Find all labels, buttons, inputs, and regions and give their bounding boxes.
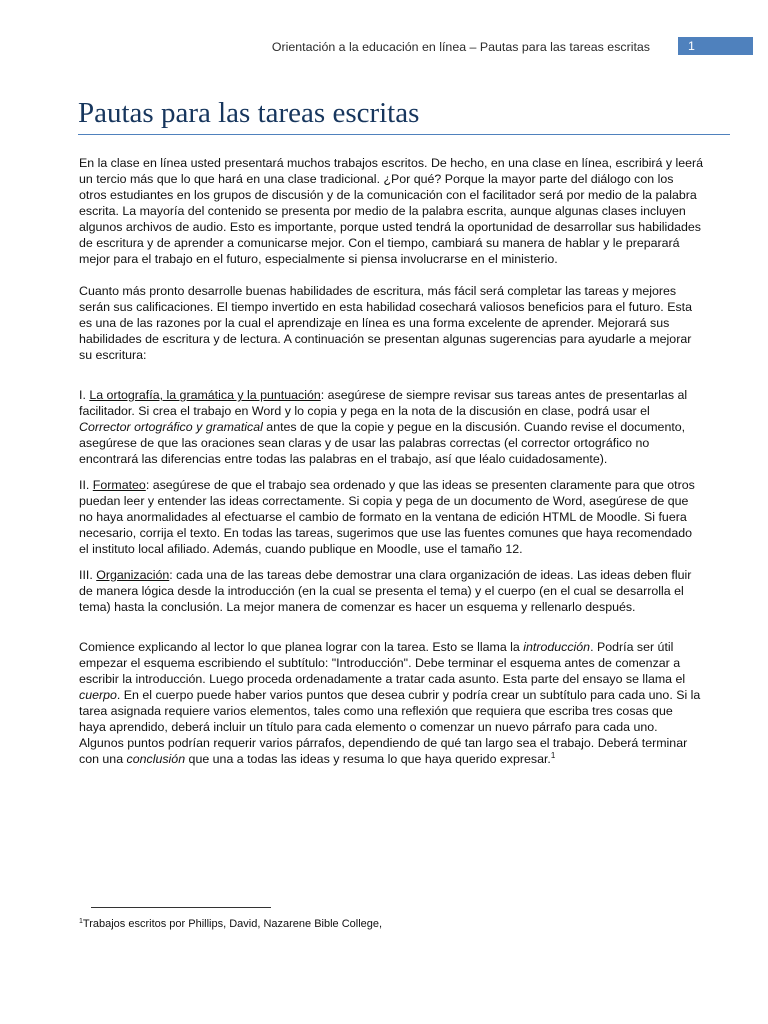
page-number-badge: 1: [678, 37, 753, 55]
formatting-heading-link[interactable]: Formateo: [92, 478, 146, 492]
spelling-heading-link[interactable]: La ortografía, la gramática y la puntuación: [89, 388, 321, 402]
footnote-separator: [91, 907, 271, 908]
structure-paragraph: [79, 639, 703, 767]
organization-heading-link[interactable]: Organización: [96, 568, 170, 582]
footnote-marker: 1: [79, 918, 83, 925]
structure-text-part-4: que una a todas las ideas y resuma lo que haya querido expresar.: [185, 752, 551, 766]
structure-text-part-1: Comience explicando al lector lo que planea lograr con la tarea. Esto se llama la: [79, 640, 524, 654]
spelling-paragraph: [79, 387, 703, 467]
formatting-text: : asegúrese de que el trabajo sea ordenado y que las ideas se presenten claramente para que otros puedan leer y entender las ideas correctamente. Si copia y pega de un documento de Word, asegúrese de que no haya anormalidades al efectuarse el cambio de formato en la ventana de edición HTML de Moodle. Si fuera necesario, corrija el texto. En todas las tareas, sugerimos que use las fuentes comunes que haya recomendado el instituto local afiliado. Además, cuando publique en Moodle, use el tamaño 12.: [79, 478, 695, 556]
introduction-term: introducción: [523, 640, 591, 654]
footnote-text: Trabajos escritos por Phillips, David, Nazarene Bible College,: [82, 918, 383, 930]
organization-paragraph: [79, 567, 703, 615]
title-underline-rule: [78, 134, 730, 135]
document-body: [79, 155, 703, 767]
organization-text: : cada una de las tareas debe demostrar una clara organización de ideas. Las ideas deben fluir de manera lógica desde la introducción (en la cual se presenta el tema) y el cuerpo (en el cual se desarrolla el tema) hasta la conclusión. La mejor manera de comenzar es hacer un esquema y rellenarlo después.: [79, 568, 692, 614]
footnote: [79, 917, 382, 931]
running-header: Orientación a la educación en línea – Pautas para las tareas escritas: [271, 40, 650, 54]
roman-numeral-ii: II.: [79, 478, 93, 492]
spelling-text-part-1: : asegúrese de siempre revisar sus tareas antes de presentarlas al facilitador. Si crea el trabajo en Word y lo copia y pega en la nota de la discusión en clase, podrá usar el: [79, 388, 688, 418]
spelling-checker-term: Corrector ortográfico y gramatical: [79, 420, 263, 434]
formatting-paragraph: [79, 477, 703, 557]
structure-text-part-2: . Podría ser útil empezar el esquema escribiendo el subtítulo: "Introducción". Debe terminar el esquema antes de comenzar a escribir la introducción. Luego proceda ordenadamente a tratar cada asunto. Esta parte del ensayo se llama el: [79, 640, 686, 686]
roman-numeral-i: I.: [79, 388, 90, 402]
conclusion-term: conclusión: [126, 752, 186, 766]
structure-text-part-3: . En el cuerpo puede haber varios puntos que desea cubrir y podría crear un subtítulo para cada uno. Si la tarea asignada requiere varios elementos, tales como una reflexión que requiera que escriba tres cosas que haya aprendido, deberá incluir un título para cada elemento o comenzar un nuevo párrafo para cada uno. Algunos puntos podrían requerir varios párrafos, dependiendo de qué tan largo sea el trabajo. Deberá terminar con una: [79, 688, 701, 766]
roman-numeral-iii: III.: [79, 568, 97, 582]
spelling-text-part-2: antes de que la copie y pegue en la discusión. Cuando revise el documento, asegúrese de que las oraciones sean claras y de usar las palabras correctas (el corrector ortográfico no encontrará las diferencias entre todas las palabras en el trabajo, así que léalo cuidadosamente).: [79, 420, 686, 466]
body-term: cuerpo: [79, 688, 117, 702]
page-title: Pautas para las tareas escritas: [78, 97, 420, 129]
intro-paragraph: En la clase en línea usted presentará muchos trabajos escritos. De hecho, en una clase en línea, escribirá y leerá un tercio más que lo que hará en una clase tradicional. ¿Por qué? Porque la mayor parte del diálogo con los otros estudiantes en los grupos de discusión y de la comunicación con el facilitador será por medio de la palabra escrita. La mayoría del contenido se presenta por medio de la palabra escrita, aunque algunas clases incluyen algunos archivos de audio. Esto es importante, porque usted tendrá la oportunidad de desarrollar sus habilidades de escritura y de aprender a comunicarse mejor. Con el tiempo, cambiará su manera de hablar y le preparará mejor para el trabajo en el futuro, especialmente si piensa involucrarse en el ministerio.: [79, 156, 704, 266]
footnote-reference[interactable]: 1: [550, 751, 556, 760]
skills-paragraph: Cuanto más pronto desarrolle buenas habilidades de escritura, más fácil será completar las tareas y mejores serán sus calificaciones. El tiempo invertido en esta habilidad cosechará valiosos beneficios para el futuro. Esta es una de las razones por la cual el aprendizaje en línea es una forma excelente de aprender. Mejorará sus habilidades de escritura y de lectura. A continuación se presentan algunas sugerencias para ayudarle a mejorar su escritura:: [79, 284, 692, 362]
